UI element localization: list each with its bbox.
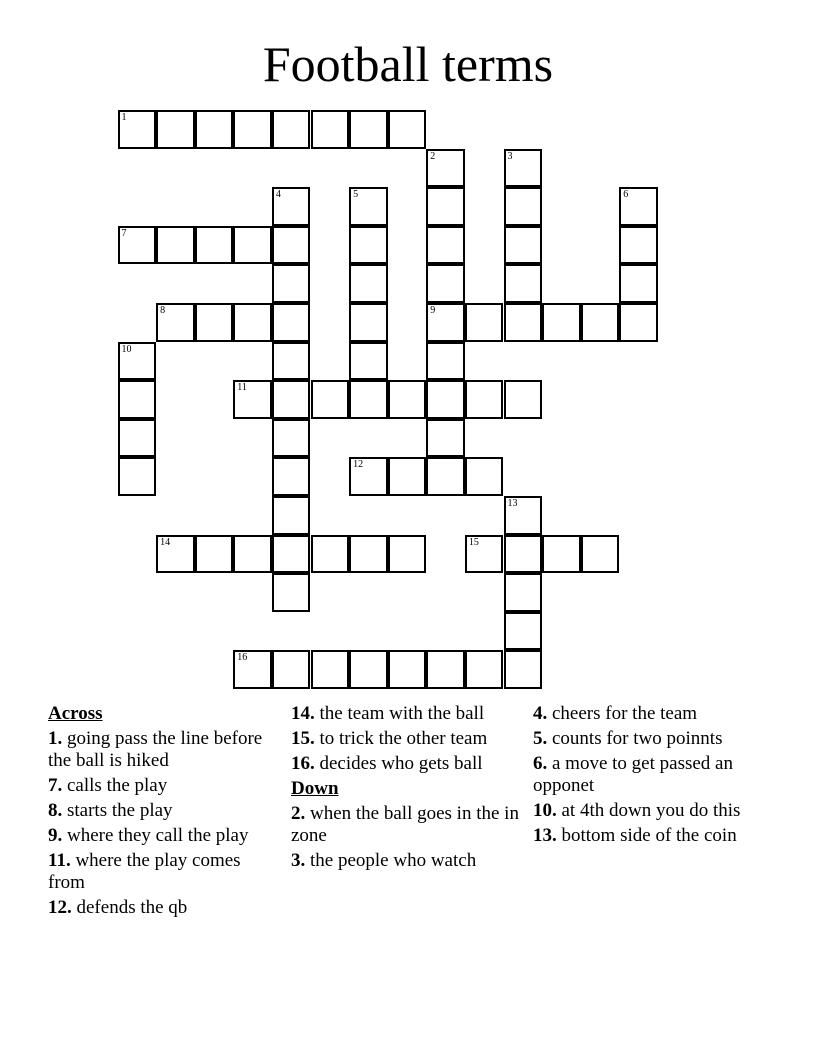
clue-down-5 bbox=[533, 728, 761, 750]
grid-cell[interactable] bbox=[388, 650, 427, 689]
cell-number: 9 bbox=[430, 305, 436, 316]
grid-cell[interactable] bbox=[272, 303, 311, 342]
cell-number: 4 bbox=[275, 189, 281, 201]
clue-text: defends the qb bbox=[76, 897, 188, 918]
clue-number: 6. bbox=[533, 753, 548, 774]
cell-number: 11 bbox=[237, 382, 247, 394]
grid-cell[interactable] bbox=[504, 303, 543, 342]
grid-cell[interactable] bbox=[504, 226, 543, 265]
grid-cell[interactable] bbox=[349, 110, 388, 149]
clue-down-13 bbox=[533, 825, 761, 847]
grid-cell[interactable] bbox=[233, 110, 272, 149]
clue-number: 1. bbox=[48, 728, 63, 749]
grid-cell[interactable] bbox=[504, 187, 543, 226]
grid-cell[interactable] bbox=[349, 342, 388, 381]
grid-cell[interactable] bbox=[349, 187, 388, 226]
grid-cell[interactable] bbox=[118, 342, 157, 381]
down-heading: Down bbox=[291, 778, 339, 799]
grid-cell[interactable] bbox=[311, 535, 350, 574]
grid-cell[interactable] bbox=[426, 457, 465, 496]
grid-cell[interactable] bbox=[349, 650, 388, 689]
grid-cell[interactable] bbox=[349, 226, 388, 265]
clue-number: 10. bbox=[533, 800, 557, 821]
grid-cell[interactable] bbox=[388, 457, 427, 496]
grid-cell[interactable] bbox=[272, 573, 311, 612]
cell-number: 16 bbox=[237, 652, 248, 664]
grid-cell[interactable] bbox=[272, 187, 311, 226]
grid-cell[interactable] bbox=[156, 303, 195, 342]
clue-text: where they call the play bbox=[67, 825, 249, 846]
grid-cell[interactable] bbox=[272, 380, 311, 419]
grid-cell[interactable] bbox=[233, 535, 272, 574]
clue-number: 16. bbox=[291, 753, 315, 774]
cell-number: 12 bbox=[353, 459, 364, 471]
grid-cell[interactable] bbox=[195, 226, 234, 265]
clue-across-1 bbox=[48, 728, 276, 772]
grid-cell[interactable] bbox=[349, 303, 388, 342]
clue-across-16 bbox=[291, 753, 519, 775]
cell-number: 7 bbox=[121, 227, 127, 239]
grid-cell[interactable] bbox=[272, 650, 311, 689]
clues-column-2 bbox=[291, 703, 519, 875]
clue-number: 12. bbox=[48, 897, 72, 918]
grid-cell[interactable] bbox=[426, 342, 465, 381]
clue-number: 15. bbox=[291, 728, 315, 749]
grid-cell[interactable] bbox=[349, 264, 388, 303]
grid-cell[interactable] bbox=[156, 535, 195, 574]
clue-across-11 bbox=[48, 850, 276, 894]
grid-cell[interactable] bbox=[426, 419, 465, 458]
grid-cell[interactable] bbox=[233, 226, 272, 265]
grid-cell[interactable] bbox=[311, 380, 350, 419]
clue-down-10 bbox=[533, 800, 761, 822]
grid-cell[interactable] bbox=[504, 535, 543, 574]
grid-cell[interactable] bbox=[388, 110, 427, 149]
grid-cell[interactable] bbox=[426, 380, 465, 419]
grid-cell[interactable] bbox=[272, 457, 311, 496]
grid-cell[interactable] bbox=[118, 226, 157, 265]
cell-number: 10 bbox=[121, 343, 132, 355]
cell-number: 13 bbox=[507, 498, 518, 509]
cell-number: 1 bbox=[121, 112, 127, 123]
grid-cell[interactable] bbox=[426, 187, 465, 226]
grid-cell[interactable] bbox=[504, 612, 543, 651]
grid-cell[interactable] bbox=[272, 535, 311, 574]
clue-text: going pass the line before the ball is hiked bbox=[48, 728, 263, 771]
cell-number: 5 bbox=[353, 189, 359, 201]
grid-cell[interactable] bbox=[388, 380, 427, 419]
clue-text: at 4th down you do this bbox=[561, 800, 741, 821]
clue-text: calls the play bbox=[67, 775, 168, 796]
grid-cell[interactable] bbox=[619, 187, 658, 226]
grid-cell[interactable] bbox=[156, 110, 195, 149]
clue-text: starts the play bbox=[67, 800, 173, 821]
grid-cell[interactable] bbox=[619, 226, 658, 265]
clue-down-2 bbox=[291, 803, 519, 847]
grid-cell[interactable] bbox=[272, 419, 311, 458]
grid-cell[interactable] bbox=[426, 264, 465, 303]
grid-cell[interactable] bbox=[426, 650, 465, 689]
grid-cell[interactable] bbox=[118, 110, 157, 149]
grid-cell[interactable] bbox=[504, 496, 543, 535]
clue-text: decides who gets ball bbox=[319, 753, 483, 774]
cell-number: 14 bbox=[160, 536, 171, 548]
clue-text: a move to get passed an opponet bbox=[533, 753, 733, 796]
clue-text: the team with the ball bbox=[319, 703, 485, 724]
clue-down-6 bbox=[533, 753, 761, 797]
grid-cell[interactable] bbox=[156, 226, 195, 265]
grid-cell[interactable] bbox=[272, 342, 311, 381]
grid-cell[interactable] bbox=[349, 380, 388, 419]
grid-cell[interactable] bbox=[504, 380, 543, 419]
grid-cell[interactable] bbox=[272, 110, 311, 149]
clue-across-8 bbox=[48, 800, 276, 822]
clue-down-3 bbox=[291, 850, 519, 872]
grid-cell[interactable] bbox=[311, 110, 350, 149]
grid-cell[interactable] bbox=[465, 303, 504, 342]
grid-cell[interactable] bbox=[272, 226, 311, 265]
grid-cell[interactable] bbox=[465, 457, 504, 496]
grid-cell[interactable] bbox=[465, 380, 504, 419]
grid-cell[interactable] bbox=[465, 535, 504, 574]
clue-across-7 bbox=[48, 775, 276, 797]
grid-cell[interactable] bbox=[426, 149, 465, 188]
grid-cell[interactable] bbox=[118, 419, 157, 458]
grid-cell[interactable] bbox=[426, 303, 465, 342]
clue-number: 5. bbox=[533, 728, 548, 749]
clue-text: cheers for the team bbox=[552, 703, 698, 724]
grid-cell[interactable] bbox=[504, 650, 543, 689]
clue-number: 14. bbox=[291, 703, 315, 724]
cell-number: 8 bbox=[160, 305, 166, 316]
grid-cell[interactable] bbox=[619, 303, 658, 342]
grid-cell[interactable] bbox=[118, 380, 157, 419]
clue-number: 2. bbox=[291, 803, 306, 824]
grid-cell[interactable] bbox=[233, 380, 272, 419]
across-heading: Across bbox=[48, 703, 103, 724]
clue-number: 9. bbox=[48, 825, 63, 846]
grid-cell[interactable] bbox=[349, 535, 388, 574]
grid-cell[interactable] bbox=[581, 535, 620, 574]
grid-cell[interactable] bbox=[195, 110, 234, 149]
cell-number: 6 bbox=[623, 189, 629, 201]
clue-down-4 bbox=[533, 703, 761, 725]
cell-number: 15 bbox=[468, 536, 479, 548]
grid-cell[interactable] bbox=[195, 303, 234, 342]
clue-across-14 bbox=[291, 703, 519, 725]
grid-cell[interactable] bbox=[195, 535, 234, 574]
clue-text: counts for two poinnts bbox=[552, 728, 723, 749]
clue-number: 13. bbox=[533, 825, 557, 846]
clue-number: 11. bbox=[48, 850, 71, 871]
cell-number: 3 bbox=[507, 150, 513, 162]
grid-cell[interactable] bbox=[272, 264, 311, 303]
grid-cell[interactable] bbox=[619, 264, 658, 303]
clue-number: 4. bbox=[533, 703, 548, 724]
grid-cell[interactable] bbox=[542, 303, 581, 342]
clue-across-9 bbox=[48, 825, 276, 847]
grid-cell[interactable] bbox=[542, 535, 581, 574]
grid-cell[interactable] bbox=[504, 573, 543, 612]
cell-number: 2 bbox=[430, 150, 436, 162]
grid-cell[interactable] bbox=[581, 303, 620, 342]
grid-cell[interactable] bbox=[233, 303, 272, 342]
puzzle-title: Football terms bbox=[262, 36, 554, 92]
clue-text: to trick the other team bbox=[319, 728, 488, 749]
clue-text: where the play comes from bbox=[48, 850, 241, 893]
grid-cell[interactable] bbox=[349, 457, 388, 496]
grid-cell[interactable] bbox=[118, 457, 157, 496]
grid-cell[interactable] bbox=[388, 535, 427, 574]
clues-column-3 bbox=[533, 703, 761, 850]
grid-cell[interactable] bbox=[504, 149, 543, 188]
grid-cell[interactable] bbox=[272, 496, 311, 535]
grid-cell[interactable] bbox=[504, 264, 543, 303]
clue-number: 8. bbox=[48, 800, 63, 821]
clue-text: the people who watch bbox=[310, 850, 477, 871]
grid-cell[interactable] bbox=[426, 226, 465, 265]
clue-number: 7. bbox=[48, 775, 63, 796]
clue-across-15 bbox=[291, 728, 519, 750]
clue-text: when the ball goes in the in zone bbox=[291, 803, 519, 846]
clue-text: bottom side of the coin bbox=[561, 825, 737, 846]
clue-across-12 bbox=[48, 897, 276, 919]
clue-number: 3. bbox=[291, 850, 306, 871]
clues-column-1 bbox=[48, 703, 276, 922]
grid-cell[interactable] bbox=[465, 650, 504, 689]
grid-cell[interactable] bbox=[311, 650, 350, 689]
grid-cell[interactable] bbox=[233, 650, 272, 689]
